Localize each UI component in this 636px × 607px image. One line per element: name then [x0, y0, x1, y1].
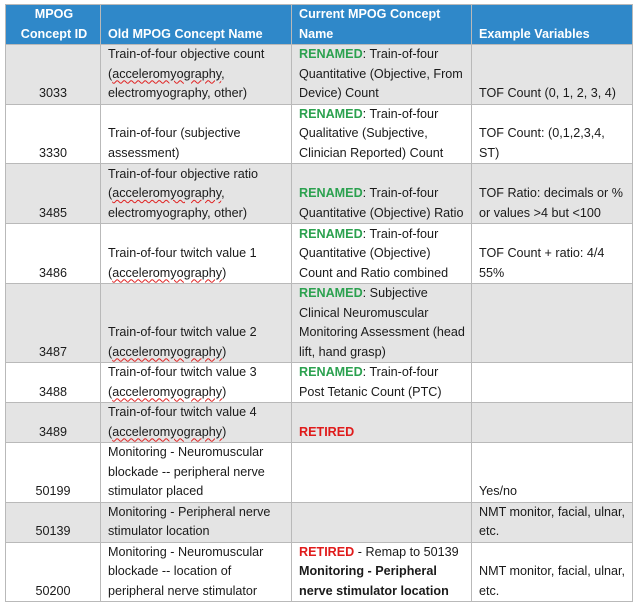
retired-tag: RETIRED: [299, 544, 355, 559]
header-example-variables: Example Variables: [472, 5, 633, 45]
example-cell: TOF Ratio: decimals or % or values >4 but <100: [472, 164, 633, 224]
concept-id-cell: 3330: [6, 104, 101, 164]
example-cell: [472, 403, 633, 443]
example-cell: [472, 284, 633, 363]
concept-id-cell: 3489: [6, 403, 101, 443]
current-name-cell: RENAMED: Train-of-four Quantitative (Objective) Count and Ratio combined: [292, 224, 472, 284]
table-row: [6, 403, 633, 443]
current-name-cell: RENAMED: Train-of-four Quantitative (Objective) Ratio: [292, 164, 472, 224]
current-name-cell: [292, 502, 472, 542]
table-row: [6, 542, 633, 602]
old-name-cell: Monitoring - Peripheral nerve stimulator location: [101, 502, 292, 542]
renamed-tag: RENAMED: [299, 47, 363, 61]
table-row: [6, 224, 633, 284]
old-name-cell: Monitoring - Neuromuscular blockade -- location of peripheral nerve stimulator: [101, 542, 292, 602]
old-name-cell: Train-of-four objective ratio (acceleromyography, electromyography, other): [101, 164, 292, 224]
example-cell: TOF Count + ratio: 4/4 55%: [472, 224, 633, 284]
example-cell: Yes/no: [472, 443, 633, 503]
old-name-cell: Train-of-four twitch value 4 (acceleromyography): [101, 403, 292, 443]
current-name-cell: RETIRED - Remap to 50139 Monitoring - Peripheral nerve stimulator location: [292, 542, 472, 602]
concept-id-cell: 3487: [6, 284, 101, 363]
table-row: [6, 363, 633, 403]
current-name-cell: [292, 443, 472, 503]
old-name-cell: Train-of-four objective count (acceleromyography, electromyography, other): [101, 45, 292, 105]
example-cell: [472, 363, 633, 403]
current-name-cell: [292, 403, 472, 443]
old-name-cell: Monitoring - Neuromuscular blockade -- peripheral nerve stimulator placed: [101, 443, 292, 503]
renamed-tag: RENAMED: [299, 186, 363, 200]
header-old-name: Old MPOG Concept Name: [101, 5, 292, 45]
concept-id-cell: 3485: [6, 164, 101, 224]
header-row: [6, 5, 633, 45]
renamed-tag: RENAMED: [299, 106, 363, 121]
old-name-cell: Train-of-four twitch value 2 (acceleromyography): [101, 284, 292, 363]
old-name-cell: Train-of-four twitch value 1 (acceleromyography): [101, 224, 292, 284]
concept-id-cell: 3486: [6, 224, 101, 284]
renamed-tag: RENAMED: [299, 226, 363, 241]
table-row: [6, 502, 633, 542]
current-name-cell: RENAMED: Subjective Clinical Neuromuscular Monitoring Assessment (head lift, hand grasp): [292, 284, 472, 363]
current-name-cell: RENAMED: Train-of-four Quantitative (Objective, From Device) Count: [292, 45, 472, 105]
old-name-cell: Train-of-four (subjective assessment): [101, 104, 292, 164]
table-row: [6, 443, 633, 503]
concept-id-cell: 50199: [6, 443, 101, 503]
concept-id-cell: 50139: [6, 502, 101, 542]
table-row: [6, 45, 633, 105]
example-cell: TOF Count (0, 1, 2, 3, 4): [472, 45, 633, 105]
table-row: [6, 104, 633, 164]
concept-mapping-table: [5, 4, 633, 602]
example-cell: TOF Count: (0,1,2,3,4, ST): [472, 104, 633, 164]
renamed-tag: RENAMED: [299, 286, 363, 300]
concept-id-cell: 3488: [6, 363, 101, 403]
retired-tag: RETIRED: [299, 424, 355, 439]
header-concept-id: MPOG Concept ID: [6, 5, 101, 45]
current-name-cell: RENAMED: Train-of-four Post Tetanic Count (PTC): [292, 363, 472, 403]
table-row: [6, 284, 633, 363]
header-current-name: Current MPOG Concept Name: [292, 5, 472, 45]
example-cell: NMT monitor, facial, ulnar, etc.: [472, 502, 633, 542]
concept-id-cell: 3033: [6, 45, 101, 105]
renamed-tag: RENAMED: [299, 365, 363, 379]
table-row: [6, 164, 633, 224]
example-cell: NMT monitor, facial, ulnar, etc.: [472, 542, 633, 602]
current-name-cell: RENAMED: Train-of-four Qualitative (Subjective, Clinician Reported) Count: [292, 104, 472, 164]
old-name-cell: Train-of-four twitch value 3 (acceleromyography): [101, 363, 292, 403]
concept-id-cell: 50200: [6, 542, 101, 602]
